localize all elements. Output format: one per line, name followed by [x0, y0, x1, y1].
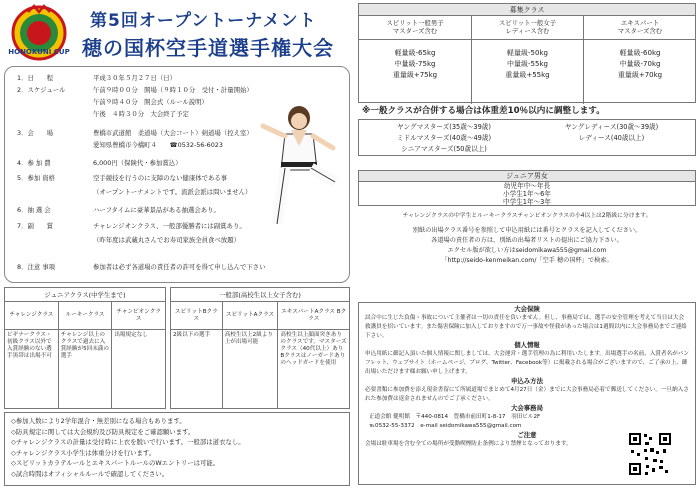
general-col-spirit-a: スピリットAクラス	[222, 302, 278, 330]
info-row-schedule: 2．スケジュール 午前９時００分 開場（９時１０分 受付・計量開始） 午前９時４０分 開会式（ルール説明） 午後 ４時３０分 大会終了予定	[17, 86, 253, 118]
application-text: 必要書類に参加費を添え現金書留にて所属道場でまとめて4月27日（金）までに大会事務局必着で郵送してください。一旦納入された参加費は返金されませんのでご了承ください。	[365, 387, 689, 402]
general-col-expert: エキスパートAクラス Bクラス	[278, 302, 350, 330]
recruit-col-men: スピリット一般男子 マスターズ含む 軽量級-65kg 中量級-75kg 重量級+75kg	[359, 16, 471, 104]
karate-fighter-illustration	[255, 100, 343, 230]
masters-box	[358, 119, 696, 156]
junior-cell-challenge: ビギナークラス・初級クラス以外で入賞経験のない選手黒帯は出場不可	[5, 330, 59, 409]
info-row-lottery: 6．抽 選 会 ハーフタイムに豪華景品がある抽選会あり。	[17, 206, 220, 214]
logo-text: HONOKUNI CUP	[8, 48, 70, 56]
note-item: ◇試合時間はオフィシャルルールで確認してください。	[11, 469, 169, 478]
junior-col-rookie: ルーキークラス	[58, 302, 112, 330]
office-contact: ℡0532-55-3372 e-mail seidomikawa555@gmail.com	[369, 423, 522, 429]
caution-text: 会場は駐車場を含む全ての場所が受動喫煙防止条例により禁煙となっております。	[365, 441, 572, 447]
general-cell-expert: 高校生以上顔面突きありのクラスです。マスターズクラス（40代以上）あり Bクラスはノーガードありのヘッドガードを使用	[278, 330, 350, 409]
recruit-title: 募集クラス	[359, 4, 695, 16]
insurance-text: 試合中に生じた負傷・事故について主催者は一切の責任を負いません。但し、事務局では、選手の安全管理を考えて当日は大会救護員を招いています。また傷害保険に加入しておりますので万一事故や怪我があった場合は1週間以内に大会事務局までご連絡下さい。	[365, 315, 687, 339]
note-item: ◇チャレンジクラスの計量は受付時に上衣を脱いで行います。一般部は道衣なし。	[11, 438, 245, 446]
recruit-col-expert: エキスパート マスターズ含む 軽量級-60kg 中量級-70kg 重量級+70kg	[583, 16, 696, 104]
junior-col-challenge: チャレンジクラス	[5, 302, 59, 330]
recruit-classes-box	[358, 3, 696, 103]
caution-heading: ご注意	[517, 431, 537, 439]
info-row-date: 1．日 程 平成３０年５月２７日（日）	[17, 74, 177, 82]
junior-class-table	[4, 287, 166, 409]
general-cell-spirit-a: 高校生以上2級より上が出場可能	[222, 330, 278, 409]
info-row-venue: 3．会 場 豊橋市武道館 柔道場（大会コート）剣道場（控え室） 愛知県豊橋市今橋町４ ☎0532-56-6023	[17, 129, 253, 149]
junior-mf-note: チャレンジクラスの中学生とルーキークラスチャンピオンクラスの小4以上は2階級に分けます。	[402, 213, 652, 219]
masters-women-list: ヤングレディース(30歳〜39歳) レディース(40歳以上)	[564, 123, 659, 142]
application-heading: 申込み方法	[511, 377, 543, 385]
tournament-logo	[4, 4, 74, 64]
office-address: 正道会館 健明館 〒440-0814 豊橋市前田町1-8-17 羽田ビル2F	[369, 414, 541, 420]
note-item: ◇チャレンジクラス小学生は体重分けを行います。	[11, 448, 156, 457]
general-table-title: 一般部(高校生以上女子含む)	[171, 288, 350, 302]
general-class-table	[170, 287, 350, 409]
junior-mf-box: ジュニア男女 幼児年中〜年長 小学生1年〜6年 中学生1年〜3年	[358, 170, 696, 206]
privacy-text: 申込用紙に御記入頂いた個人情報に関しましては、大会運営・選手管理の為に利用いたします。出場選手の名前、入賞者名がパンフレット、ウェブサイト（ホームページ、ブログ、Twitter、Facebook等）に掲載される場合がございますので、ご了承の上、御出場いただけます様お願い申し上げます。	[365, 351, 689, 375]
weight-merge-note: ※一般クラスが合併する場合は体重差10％以内に調整します。	[362, 106, 605, 116]
junior-cell-champion: 出場規定なし	[112, 330, 166, 409]
info-row-caution: 8．注意 事項 参加者は必ず各道場の責任者の許可を得て申し込んで下さい	[17, 263, 266, 271]
junior-mf-title: ジュニア男女	[359, 171, 695, 182]
note-item: ◇参加人数により2学年混合・無差別になる場合もあります。	[11, 417, 186, 425]
entry-guide: 別紙の出場クラス番号を参照して申込用紙には番号とクラスを記入してください。 各道場の責任者の方は、別紙の出場者リストの提出にご協力下さい。 エクセル版が欲しい方はseidomikawa555@gmail.com 「http://seido-kenmeikan.com/「空手 穂の国杯」で検索。	[412, 227, 642, 264]
office-heading: 大会事務局	[511, 404, 543, 412]
notes-box	[4, 412, 350, 486]
junior-col-champion: チャンピオンクラス	[112, 302, 166, 330]
general-col-spirit-b: スピリットBクラス	[171, 302, 223, 330]
note-item: ◇防具規定に関しては大会規約及び防具規定をご確認願います。	[11, 427, 195, 436]
info-row-eligibility: 5．参加 資格 空手競技を行うのに支障のない健康体である事 （オープントーナメントです。流派会派は問いません）	[17, 174, 252, 196]
junior-cell-rookie: チャレンジ以上のクラスで過去に入賞経験が5回未満の選手	[58, 330, 112, 409]
info-row-prize: 7．副 賞 チャレンジオンクラス、一般部優勝者には副賞あり。 （昨年度は武蔵丸さんでお寿司家族全員食べ放題）	[17, 222, 246, 244]
privacy-heading: 個人情報	[514, 341, 540, 349]
general-cell-spirit-b: 2級以下の選手	[171, 330, 223, 409]
title-line-1: 第5回オープントーナメント	[90, 11, 317, 31]
insurance-heading: 大会保険	[514, 305, 540, 313]
qr-code[interactable]	[628, 432, 672, 476]
masters-men-list: ヤングマスターズ(35歳〜39歳) ミドルマスターズ(40歳〜49歳) シニアマスターズ(50歳以上)	[396, 123, 492, 153]
info-row-fee: 4．参 加 費 6,000円（保険代・参加賞込）	[17, 159, 182, 167]
note-item: ◇スピリットカラテルールとエキスパートルールのWエントリーは可能。	[11, 459, 220, 467]
title-line-2: 穂の国杯空手道選手権大会	[82, 36, 334, 60]
junior-table-title: ジュニアクラス(中学生まで)	[5, 288, 166, 302]
recruit-col-women: スピリット一般女子 レディース含む 軽量級-50kg 中量級-55kg 重量級+55kg	[471, 16, 583, 104]
